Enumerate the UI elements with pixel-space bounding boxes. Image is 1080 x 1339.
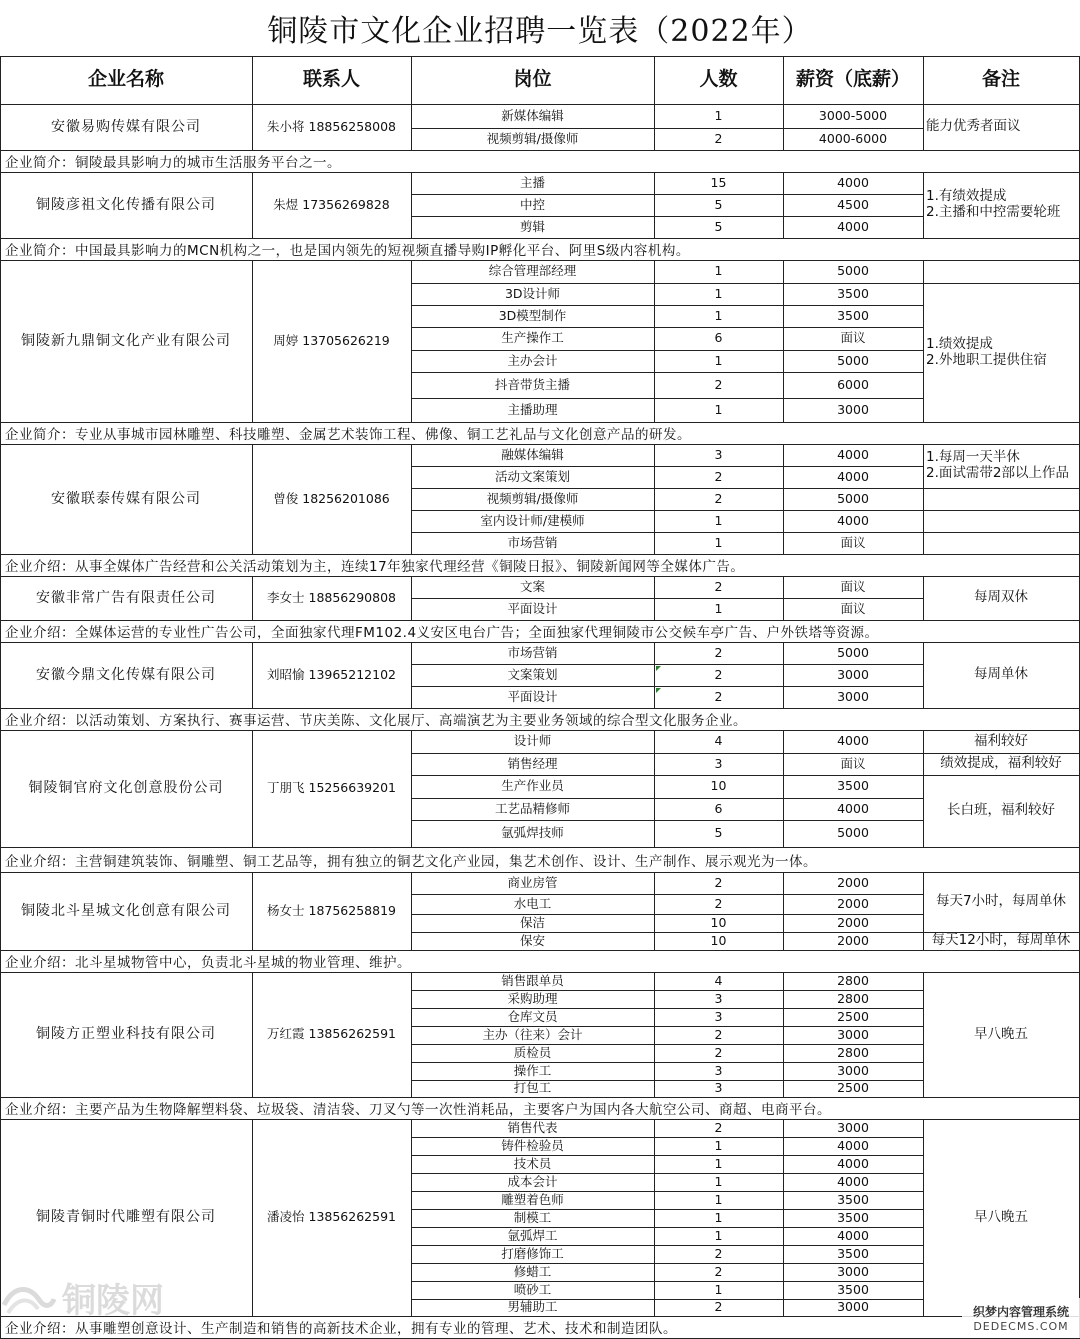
note-line: 2.面试需带2部以上作品 — [926, 465, 1069, 481]
job-title: 活动文案策划 — [494, 468, 570, 484]
job-title: 男辅助工 — [507, 1299, 558, 1315]
job-salary: 4000 — [837, 512, 869, 528]
job-salary: 5000 — [837, 644, 869, 660]
job-title: 新媒体编辑 — [501, 107, 564, 123]
job-salary: 3500 — [837, 285, 869, 301]
job-salary: 4000 — [837, 1137, 869, 1153]
note-line: 早八晚五 — [974, 1025, 1028, 1042]
job-salary: 3000 — [837, 1299, 869, 1315]
job-salary: 3000 — [837, 1119, 869, 1135]
grid-line — [654, 56, 655, 104]
job-count: 2 — [714, 1044, 723, 1060]
job-note — [923, 283, 1079, 422]
job-title: 采购助理 — [507, 990, 558, 1006]
company-name: 铜陵铜官府文化创意股份公司 — [28, 780, 224, 797]
job-salary: 3500 — [837, 1209, 869, 1225]
job-note — [923, 753, 1079, 775]
job-salary: 面议 — [840, 600, 866, 616]
note-line: 绩效提成，福利较好 — [940, 755, 1062, 772]
job-title: 融媒体编辑 — [501, 446, 564, 462]
job-title: 主播 — [519, 174, 545, 190]
job-title: 制模工 — [513, 1209, 552, 1225]
job-note — [923, 775, 1079, 847]
job-count: 1 — [714, 263, 723, 279]
job-count: 2 — [714, 895, 723, 911]
job-salary: 3000 — [837, 401, 869, 417]
company-contact: 潘凌怡 13856262591 — [267, 1209, 396, 1225]
header-notes: 备注 — [981, 68, 1020, 91]
job-count: 5 — [714, 825, 723, 841]
job-note — [923, 260, 1079, 283]
job-salary: 3000 — [837, 666, 869, 682]
job-salary: 面议 — [840, 534, 866, 550]
job-salary: 6000 — [837, 376, 869, 392]
note-lines — [974, 1027, 1028, 1043]
job-salary: 5000 — [837, 263, 869, 279]
job-salary: 4000 — [837, 800, 869, 816]
job-count: 1 — [714, 107, 723, 123]
company-intro: 企业介绍：北斗星城物管中心，负责北斗星城的物业管理、维护。 — [5, 955, 411, 971]
company-name: 铜陵彦祖文化传播有限公司 — [36, 196, 216, 213]
job-count: 6 — [714, 330, 723, 346]
cell-marker-icon — [656, 688, 661, 693]
company-intro: 企业简介：铜陵最具影响力的城市生活服务平台之一。 — [5, 155, 341, 171]
job-count: 2 — [714, 468, 723, 484]
note-line: 2.外地职工提供住宿 — [926, 351, 1047, 368]
job-count: 2 — [714, 376, 723, 392]
watermark-line1: 织梦内容管理系统 — [972, 1305, 1069, 1319]
job-title: 喷砂工 — [513, 1281, 552, 1297]
note-lines — [932, 933, 1071, 949]
company-name: 铜陵方正塑业科技有限公司 — [36, 1026, 216, 1043]
job-title: 文案 — [519, 578, 545, 594]
watermark-line2: DEDECMS.COM — [973, 1320, 1069, 1333]
job-title: 设计师 — [513, 733, 552, 749]
page-title: 铜陵市文化企业招聘一览表（2022年） — [267, 14, 813, 49]
job-count: 4 — [714, 733, 723, 749]
job-title: 氩弧焊工 — [507, 1227, 558, 1243]
company-contact: 丁朋飞 15256639201 — [267, 780, 396, 796]
note-lines — [974, 667, 1028, 683]
job-title: 市场营销 — [507, 534, 558, 550]
job-salary: 面议 — [840, 578, 866, 594]
grid-line — [0, 620, 1, 642]
job-title: 主播助理 — [507, 401, 558, 417]
job-salary: 4500 — [837, 196, 869, 212]
grid-line — [0, 708, 1, 730]
job-note — [923, 488, 1079, 510]
note-line: 长白班，福利较好 — [947, 802, 1055, 819]
job-title: 主办（往来）会计 — [482, 1026, 583, 1042]
note-lines — [974, 590, 1028, 606]
job-salary: 面议 — [840, 755, 866, 771]
job-salary: 5000 — [837, 825, 869, 841]
note-lines — [974, 734, 1028, 750]
job-count: 2 — [714, 874, 723, 890]
note-lines — [974, 1210, 1028, 1226]
company-contact: 刘昭愉 13965212102 — [267, 666, 396, 682]
company-contact: 周婷 13705626219 — [273, 332, 390, 348]
job-title: 氩弧焊技师 — [501, 825, 564, 841]
company-name: 铜陵新九鼎铜文化产业有限公司 — [21, 332, 231, 349]
note-line: 能力优秀者面议 — [926, 118, 1021, 135]
job-note — [923, 642, 1079, 708]
job-count: 2 — [714, 1026, 723, 1042]
job-salary: 3000-5000 — [818, 107, 888, 123]
grid-line — [0, 150, 1, 172]
job-salary: 4000 — [837, 1227, 869, 1243]
logo-text: 铜陵网 — [62, 1280, 164, 1321]
note-line: 1.绩效提成 — [926, 335, 993, 352]
company-contact: 杨女士 18756258819 — [267, 902, 396, 918]
job-title: 水电工 — [513, 895, 552, 911]
job-count: 3 — [714, 1062, 723, 1078]
job-title: 保安 — [519, 932, 545, 948]
grid-line — [0, 1097, 1, 1119]
job-title: 技术员 — [513, 1155, 552, 1171]
company-contact: 曾俊 18256201086 — [273, 490, 390, 506]
job-salary: 2800 — [837, 990, 869, 1006]
job-count: 1 — [714, 285, 723, 301]
note-line: 早八晚五 — [974, 1208, 1028, 1225]
note-lines — [947, 803, 1055, 819]
job-note — [923, 444, 1079, 488]
job-title: 抖音带货主播 — [494, 376, 570, 392]
company-intro: 企业介绍：以活动策划、方案执行、赛事运营、节庆美陈、文化展厅、高端演艺为主要业务领域的综合型文化服务企业。 — [5, 713, 747, 729]
grid-line — [0, 422, 1, 444]
job-count: 2 — [714, 1245, 723, 1261]
job-title: 操作工 — [513, 1062, 552, 1078]
header-company: 企业名称 — [87, 68, 164, 91]
company-intro: 企业介绍：全媒体运营的专业性广告公司，全面独家代理FM102.4义安区电台广告；全面独家代理铜陵市公交候车亭广告、户外铁塔等资源。 — [5, 625, 879, 641]
job-count: 3 — [714, 755, 723, 771]
job-count: 10 — [710, 778, 727, 794]
job-count: 6 — [714, 800, 723, 816]
job-title: 销售经理 — [507, 755, 558, 771]
job-count: 1 — [714, 512, 723, 528]
job-title: 市场营销 — [507, 644, 558, 660]
job-note — [923, 872, 1079, 932]
job-count: 3 — [714, 446, 723, 462]
company-intro: 企业介绍：从事全媒体广告经营和公关活动策划为主，连续17年独家代理经营《铜陵日报》、铜陵新闻网等全媒体广告。 — [5, 559, 745, 575]
note-line: 1.每周一天半休 — [926, 449, 1020, 466]
job-count: 1 — [714, 1155, 723, 1171]
job-salary: 4000 — [837, 468, 869, 484]
job-salary: 4000 — [837, 1155, 869, 1171]
job-salary: 5000 — [837, 490, 869, 506]
job-salary: 4000 — [837, 174, 869, 190]
note-line: 每天7小时，每周单休 — [935, 893, 1067, 910]
company-intro: 企业简介：专业从事城市园林雕塑、科技雕塑、金属艺术装饰工程、佛像、铜工艺礼品与文化创意产品的研发。 — [5, 427, 691, 443]
job-count: 1 — [714, 1227, 723, 1243]
job-count: 4 — [714, 972, 723, 988]
company-intro: 企业介绍：主要产品为生物降解塑料袋、垃圾袋、清洁袋、刀叉勺等一次性消耗品，主要客户为国内各大航空公司、商超、电商平台。 — [5, 1102, 831, 1118]
company-name: 安徽非常广告有限责任公司 — [36, 589, 216, 606]
job-count: 1 — [714, 352, 723, 368]
job-title: 生产作业员 — [501, 778, 564, 794]
job-note — [923, 730, 1079, 753]
job-salary: 2800 — [837, 1044, 869, 1060]
job-salary: 3000 — [837, 1263, 869, 1279]
job-title: 中控 — [519, 196, 545, 212]
job-note — [923, 1119, 1079, 1316]
grid-line — [0, 56, 1, 104]
note-line: 每天12小时，每周单休 — [931, 932, 1071, 949]
header-salary: 薪资（底薪） — [795, 68, 910, 91]
job-count: 2 — [714, 644, 723, 660]
job-salary: 2500 — [837, 1008, 869, 1024]
job-salary: 3500 — [837, 1281, 869, 1297]
job-title: 3D模型制作 — [498, 307, 567, 323]
note-lines — [926, 337, 1047, 368]
job-count: 15 — [710, 174, 727, 190]
job-count: 10 — [710, 932, 727, 948]
job-title: 剪辑 — [519, 218, 545, 234]
job-title: 雕塑着色师 — [501, 1191, 564, 1207]
job-salary: 2000 — [837, 895, 869, 911]
job-count: 5 — [714, 196, 723, 212]
job-salary: 4000-6000 — [818, 130, 888, 146]
job-count: 2 — [714, 1119, 723, 1135]
job-title: 主办会计 — [507, 352, 558, 368]
job-title: 仓库文员 — [507, 1008, 558, 1024]
job-title: 视频剪辑/摄像师 — [486, 130, 579, 146]
grid-line — [0, 238, 1, 260]
job-salary: 3500 — [837, 1245, 869, 1261]
job-title: 3D设计师 — [504, 285, 561, 301]
job-count: 5 — [714, 218, 723, 234]
job-salary: 3500 — [837, 1191, 869, 1207]
job-title: 工艺品精修师 — [494, 800, 570, 816]
company-contact: 李女士 18856290808 — [267, 589, 396, 605]
job-salary: 3000 — [837, 1026, 869, 1042]
job-title: 室内设计师/建模师 — [480, 512, 585, 528]
company-contact: 朱小将 18856258008 — [267, 118, 396, 134]
note-lines — [926, 189, 1060, 220]
job-salary: 3000 — [837, 688, 869, 704]
job-note — [923, 172, 1079, 238]
company-intro: 企业简介：中国最具影响力的MCN机构之一，也是国内领先的短视频直播导购IP孵化平台、阿里S级内容机构。 — [5, 243, 690, 259]
company-name: 安徽联泰传媒有限公司 — [51, 490, 201, 507]
job-count: 1 — [714, 1173, 723, 1189]
job-salary: 3000 — [837, 1062, 869, 1078]
header-position: 岗位 — [513, 68, 552, 91]
job-title: 修蜡工 — [513, 1263, 552, 1279]
company-name: 铜陵青铜时代雕塑有限公司 — [36, 1209, 216, 1226]
company-intro: 企业介绍：主营铜建筑装饰、铜雕塑、铜工艺品等，拥有独立的铜艺文化产业园，集艺术创作、设计、生产制作、展示观光为一体。 — [5, 853, 817, 870]
note-lines — [940, 756, 1062, 772]
job-title: 商业房管 — [507, 874, 558, 890]
job-salary: 2000 — [837, 932, 869, 948]
job-count: 2 — [714, 1299, 723, 1315]
job-salary: 4000 — [837, 733, 869, 749]
note-line: 1.有绩效提成 — [926, 188, 1007, 205]
note-lines — [936, 894, 1066, 910]
header-contact: 联系人 — [302, 68, 360, 91]
job-salary: 2500 — [837, 1080, 869, 1096]
company-intro: 企业介绍：从事雕塑创意设计、生产制造和销售的高新技术企业，拥有专业的管理、艺术、技术和制造团队。 — [5, 1321, 677, 1337]
company-name: 安徽今鼎文化传媒有限公司 — [36, 666, 216, 683]
grid-line — [0, 1316, 1, 1338]
note-line: 2.主播和中控需要轮班 — [926, 204, 1061, 220]
job-count: 2 — [714, 130, 723, 146]
job-title: 视频剪辑/摄像师 — [486, 490, 579, 506]
job-note — [923, 104, 1079, 150]
job-note — [923, 972, 1079, 1097]
job-title: 铸件检验员 — [501, 1137, 564, 1153]
job-count: 1 — [714, 1137, 723, 1153]
job-count: 1 — [714, 307, 723, 323]
job-salary: 面议 — [840, 330, 866, 346]
job-salary: 3500 — [837, 307, 869, 323]
company-name: 铜陵北斗星城文化创意有限公司 — [21, 902, 231, 919]
job-count: 3 — [714, 1080, 723, 1096]
grid-line — [411, 56, 412, 104]
job-salary: 4000 — [837, 218, 869, 234]
grid-line — [783, 56, 784, 104]
job-title: 销售代表 — [507, 1119, 558, 1135]
note-lines — [926, 450, 1069, 481]
job-salary: 2000 — [837, 914, 869, 930]
job-salary: 5000 — [837, 352, 869, 368]
grid-line — [923, 56, 924, 104]
job-count: 1 — [714, 401, 723, 417]
job-salary: 4000 — [837, 446, 869, 462]
note-line: 每周双休 — [974, 589, 1028, 606]
grid-line — [0, 554, 1, 576]
job-title: 质检员 — [513, 1044, 552, 1060]
header-count: 人数 — [699, 68, 738, 91]
job-title: 打包工 — [513, 1080, 552, 1096]
job-title: 销售跟单员 — [501, 972, 564, 988]
job-count: 2 — [714, 578, 723, 594]
job-title: 综合管理部经理 — [488, 263, 577, 279]
job-note — [923, 532, 1079, 554]
job-salary: 2000 — [837, 874, 869, 890]
grid-line — [252, 56, 253, 104]
grid-line — [0, 847, 1, 872]
note-line: 福利较好 — [974, 732, 1028, 749]
grid-line — [0, 950, 1, 972]
company-contact: 朱煜 17356269828 — [273, 196, 390, 212]
job-count: 10 — [710, 914, 727, 930]
job-count: 3 — [714, 1008, 723, 1024]
job-note — [923, 510, 1079, 532]
job-title: 平面设计 — [507, 600, 558, 616]
note-line: 每周单休 — [974, 666, 1028, 683]
cell-marker-icon — [656, 666, 661, 671]
company-contact: 万红霞 13856262591 — [267, 1026, 396, 1042]
job-title: 平面设计 — [507, 688, 558, 704]
job-count: 1 — [714, 1191, 723, 1207]
job-title: 文案策划 — [507, 666, 558, 682]
company-name: 安徽易购传媒有限公司 — [51, 118, 201, 135]
job-title: 生产操作工 — [501, 330, 564, 346]
job-count: 1 — [714, 600, 723, 616]
job-count: 2 — [714, 666, 723, 682]
job-note — [923, 932, 1079, 950]
job-count: 2 — [714, 688, 723, 704]
job-salary: 4000 — [837, 1173, 869, 1189]
job-count: 1 — [714, 1209, 723, 1225]
job-count: 2 — [714, 490, 723, 506]
job-title: 成本会计 — [507, 1173, 558, 1189]
job-count: 2 — [714, 1263, 723, 1279]
job-title: 打磨修饰工 — [501, 1245, 564, 1261]
job-note — [923, 576, 1079, 620]
job-count: 3 — [714, 990, 723, 1006]
job-count: 1 — [714, 1281, 723, 1297]
job-count: 1 — [714, 534, 723, 550]
job-title: 保洁 — [519, 914, 545, 930]
job-salary: 3500 — [837, 778, 869, 794]
note-lines — [926, 119, 1021, 135]
job-salary: 2800 — [837, 972, 869, 988]
